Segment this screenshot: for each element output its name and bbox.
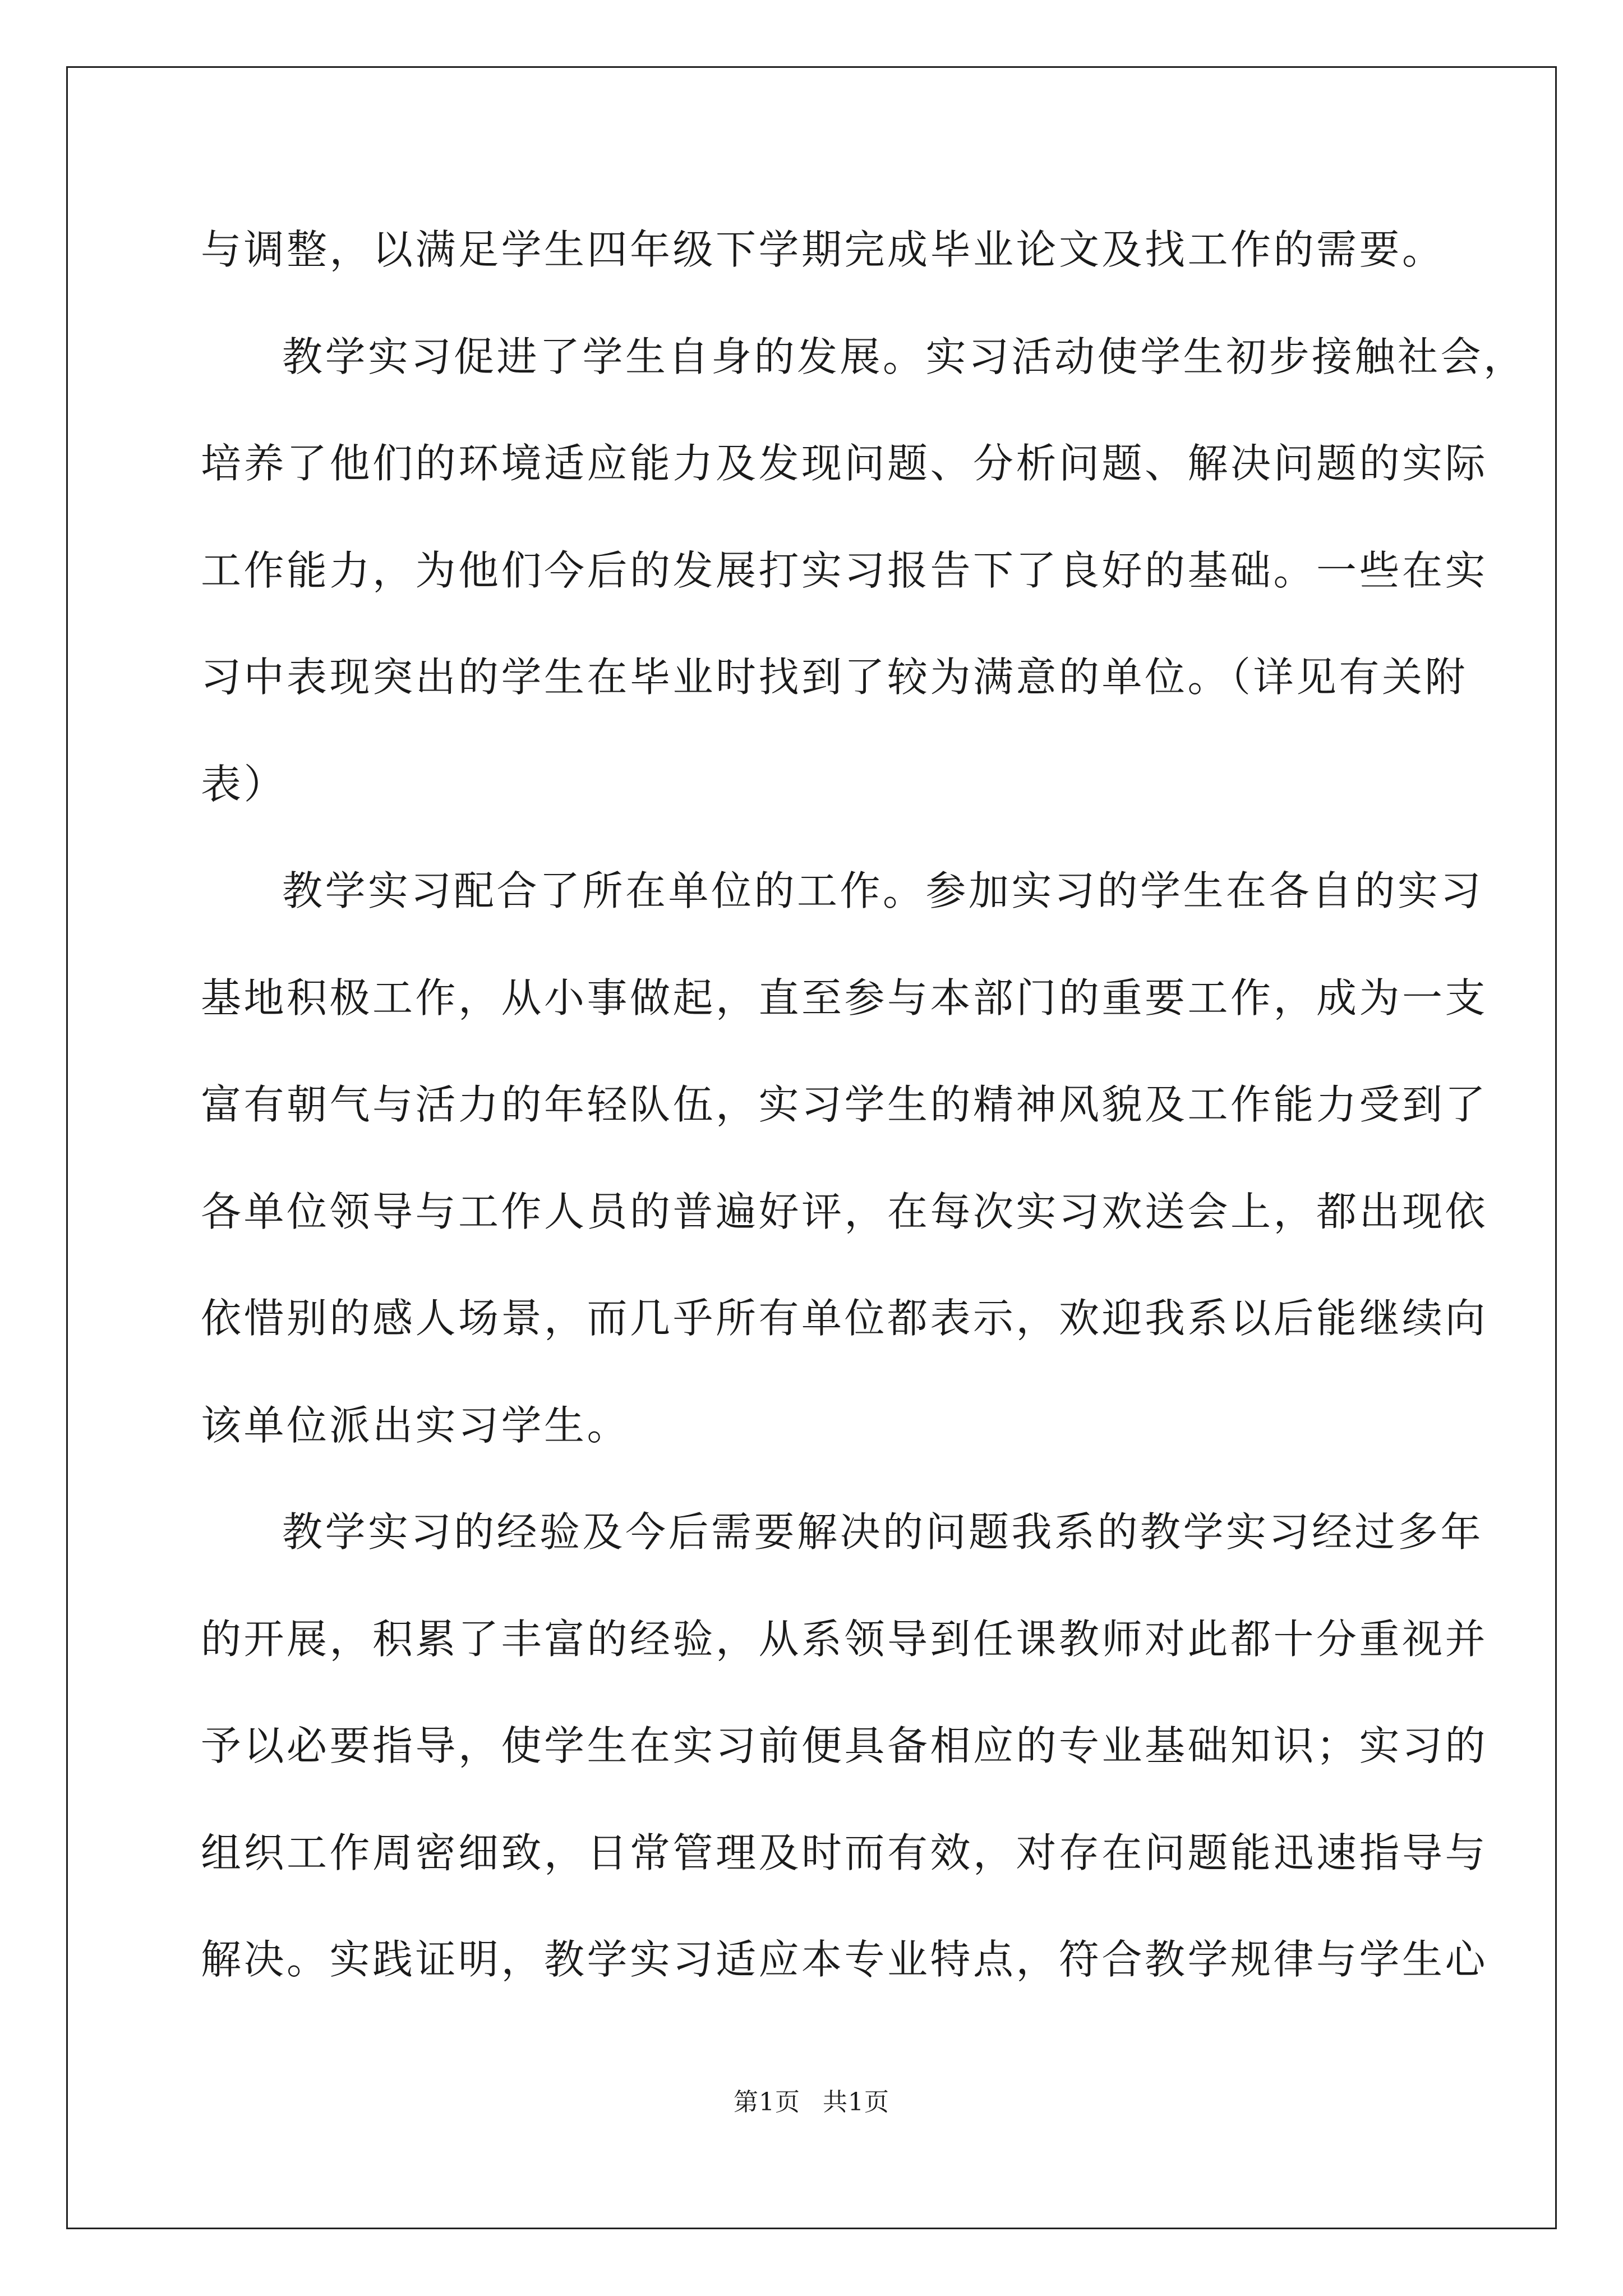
text-line: 与调整，以满足学生四年级下学期完成毕业论文及找工作的需要。 (201, 226, 1445, 273)
text-line: 依惜别的感人场景，而几乎所有单位都表示，欢迎我系以后能继续向 (201, 1295, 1488, 1342)
text-line: 基地积极工作，从小事做起，直至参与本部门的重要工作，成为一支 (201, 974, 1488, 1022)
text-line: 培养了他们的环境适应能力及发现问题、分析问题、解决问题的实际 (201, 440, 1488, 487)
page-number: 第1页 (734, 2088, 800, 2116)
text-line: 解决。实践证明，教学实习适应本专业特点，符合教学规律与学生心 (201, 1936, 1488, 1983)
text-line: 教学实习配合了所在单位的工作。参加实习的学生在各自的实习 (282, 867, 1484, 914)
text-line: 予以必要指导，使学生在实习前便具备相应的专业基础知识；实习的 (201, 1722, 1488, 1769)
page-total: 共1页 (823, 2088, 889, 2116)
text-line: 各单位领导与工作人员的普遍好评，在每次实习欢送会上，都出现依 (201, 1188, 1488, 1235)
text-line: 工作能力，为他们今后的发展打实习报告下了良好的基础。一些在实 (201, 546, 1488, 594)
text-line: 富有朝气与活力的年轻队伍，实习学生的精神风貌及工作能力受到了 (201, 1081, 1488, 1128)
text-line: 该单位派出实习学生。 (201, 1401, 630, 1449)
text-line: 教学实习促进了学生自身的发展。实习活动使学生初步接触社会， (282, 333, 1527, 380)
text-line: 表） (201, 760, 287, 808)
text-line: 教学实习的经验及今后需要解决的问题我系的教学实习经过多年 (282, 1508, 1484, 1556)
text-line: 的开展，积累了丰富的经验，从系领导到任课教师对此都十分重视并 (201, 1615, 1488, 1663)
document-body (201, 196, 1527, 2013)
text-line: 组织工作周密细致，日常管理及时而有效，对存在问题能迅速指导与 (201, 1829, 1488, 1876)
text-line: 习中表现突出的学生在毕业时找到了较为满意的单位。（详见有关附 (201, 654, 1468, 701)
page-footer (0, 2086, 1623, 2119)
